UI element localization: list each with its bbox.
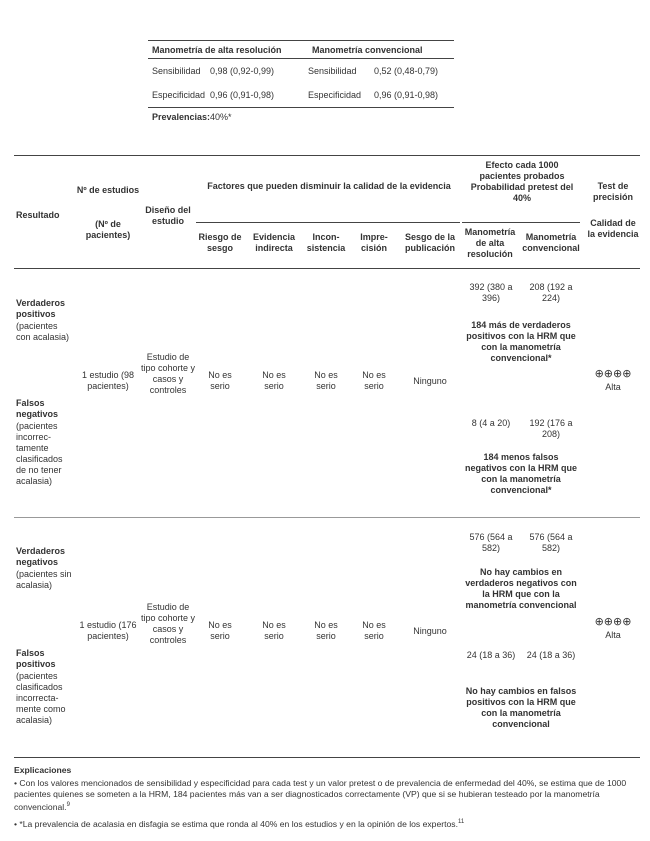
inconsistencia-value: No es serio bbox=[314, 620, 338, 641]
evidencia-value: No es serio bbox=[262, 620, 286, 641]
accuracy-row bbox=[148, 59, 454, 83]
study-design: Estudio de tipo cohorte y casos y controles bbox=[140, 352, 196, 395]
effect-conv: 24 (18 a 36) bbox=[526, 650, 576, 660]
quality-label: Alta bbox=[605, 382, 621, 392]
effect-hrm: 576 (564 a 582) bbox=[469, 532, 513, 553]
quality-symbols: ⊕⊕⊕⊕ bbox=[594, 367, 632, 380]
table-bottom-rule bbox=[14, 757, 640, 758]
explanations-title: Explicaciones bbox=[14, 765, 72, 775]
inconsistencia-value: No es serio bbox=[314, 370, 338, 391]
riesgo-value: No es serio bbox=[208, 370, 232, 391]
explanation-text: • *La prevalencia de acalasia en disfagia se estima que ronda al 40% en los estudios y en la opinión de los expertos. bbox=[14, 818, 458, 829]
imprecision-value: No es serio bbox=[362, 620, 386, 641]
outcome-desc: (pacientes sin acalasia) bbox=[16, 569, 72, 590]
outcome-desc: (pacientes con acalasia) bbox=[16, 321, 70, 342]
col-resultado: Resultado bbox=[16, 210, 60, 220]
effect-note: No hay cambios en falsos positivos con la HRM que con la manometría convencional bbox=[465, 686, 577, 729]
outcome-title: Verdaderos negativos bbox=[16, 546, 66, 567]
header-bottom-rule bbox=[14, 268, 640, 269]
col-inconsistencia: Incon-sistencia bbox=[306, 232, 346, 253]
outcome-title: Verdaderos positivos bbox=[16, 298, 66, 319]
study-design: Estudio de tipo cohorte y casos y controles bbox=[140, 602, 196, 645]
col-evidencia: Evidencia indirecta bbox=[252, 232, 296, 253]
col-n-pacientes: (Nº de pacientes) bbox=[85, 219, 131, 240]
label-cell: Especificidad bbox=[308, 90, 362, 100]
accuracy-table bbox=[148, 40, 454, 126]
table-top-rule bbox=[14, 155, 640, 156]
value-cell: 0,96 (0,91-0,98) bbox=[374, 90, 439, 100]
effect-conv: 576 (564 a 582) bbox=[529, 532, 573, 553]
prevalence-value: 40%* bbox=[210, 112, 232, 122]
col-riesgo: Riesgo de sesgo bbox=[198, 232, 242, 253]
label-cell: Especificidad bbox=[152, 90, 206, 100]
group-separator-rule bbox=[14, 517, 640, 518]
explanation-item bbox=[14, 778, 640, 813]
prevalence-line bbox=[148, 107, 454, 126]
outcome-title: Falsos positivos bbox=[16, 648, 56, 669]
effect-hrm: 392 (380 a 396) bbox=[469, 282, 513, 303]
value-cell: 0,96 (0,91-0,98) bbox=[210, 90, 275, 100]
effect-rule bbox=[462, 222, 580, 223]
studies-count: 1 estudio (98 pacientes) bbox=[81, 370, 135, 391]
col-precision: Test de precisión bbox=[592, 181, 633, 202]
outcome-title: Falsos negativos bbox=[16, 398, 59, 419]
factors-rule bbox=[196, 222, 460, 223]
footnote-ref: 11 bbox=[457, 818, 465, 825]
col-factores: Factores que pueden disminuir la calidad de la evidencia bbox=[207, 181, 451, 191]
col-calidad: Calidad de la evidencia bbox=[587, 218, 639, 239]
value-cell: 0,52 (0,48-0,79) bbox=[374, 66, 439, 76]
effect-hrm: 24 (18 a 36) bbox=[466, 650, 516, 660]
quality-symbols: ⊕⊕⊕⊕ bbox=[594, 615, 632, 628]
prevalence-label: Prevalencias: bbox=[152, 112, 211, 122]
studies-count: 1 estudio (176 pacientes) bbox=[79, 620, 137, 641]
value-cell: 0,98 (0,92-0,99) bbox=[210, 66, 275, 76]
explanation-text: • Con los valores mencionados de sensibilidad y especificidad para cada test y un valor pretest o de prevalencia de enfermedad del 40%, se estima que de 1000 pacientes quienes se someten a la HRM, 184 pacientes más van a ser diagnosticados correctamente (VP) que si se hubieran testeado por la manometría convencional. bbox=[14, 778, 627, 812]
col-efecto: Efecto cada 1000 pacientes probados Probabilidad pretest del 40% bbox=[470, 160, 574, 203]
effect-note: 184 menos falsos negativos con la HRM que con la manometría convencional* bbox=[464, 452, 578, 495]
evidencia-value: No es serio bbox=[262, 370, 286, 391]
conv-header: Manometría convencional bbox=[312, 44, 423, 55]
quality-label: Alta bbox=[605, 630, 621, 640]
footnote-ref: 9 bbox=[66, 802, 70, 808]
riesgo-value: No es serio bbox=[208, 620, 232, 641]
effect-hrm: 8 (4 a 20) bbox=[471, 418, 511, 428]
col-n-estudios: Nº de estudios bbox=[76, 185, 140, 195]
publicacion-value: Ninguno bbox=[413, 376, 447, 386]
col-diseno: Diseño del estudio bbox=[145, 205, 191, 226]
col-conv: Manometría convencional bbox=[522, 232, 580, 253]
effect-note: No hay cambios en verdaderos negativos con la HRM que con la manometría convencional bbox=[465, 567, 577, 610]
effect-conv: 208 (192 a 224) bbox=[529, 282, 573, 303]
outcome-desc: (pacientes incorrec-tamente clasificados de no tener acalasia) bbox=[16, 421, 63, 486]
publicacion-value: Ninguno bbox=[413, 626, 447, 636]
accuracy-row bbox=[148, 83, 454, 107]
label-cell: Sensibilidad bbox=[308, 66, 357, 76]
label-cell: Sensibilidad bbox=[152, 66, 201, 76]
imprecision-value: No es serio bbox=[362, 370, 386, 391]
explanation-item bbox=[14, 817, 640, 830]
effect-note: 184 más de verdaderos positivos con la HRM que con la manometría convencional* bbox=[466, 320, 576, 363]
col-hrm: Manometría de alta resolución bbox=[464, 227, 516, 259]
col-imprecision: Impre-cisión bbox=[360, 232, 388, 253]
outcome-desc: (pacientes clasificados incorrecta-mente como acalasia) bbox=[16, 671, 66, 725]
explanations bbox=[14, 765, 640, 830]
hrm-header: Manometría de alta resolución bbox=[152, 44, 282, 55]
effect-conv: 192 (176 a 208) bbox=[529, 418, 573, 439]
col-publicacion: Sesgo de la publicación bbox=[404, 232, 456, 253]
